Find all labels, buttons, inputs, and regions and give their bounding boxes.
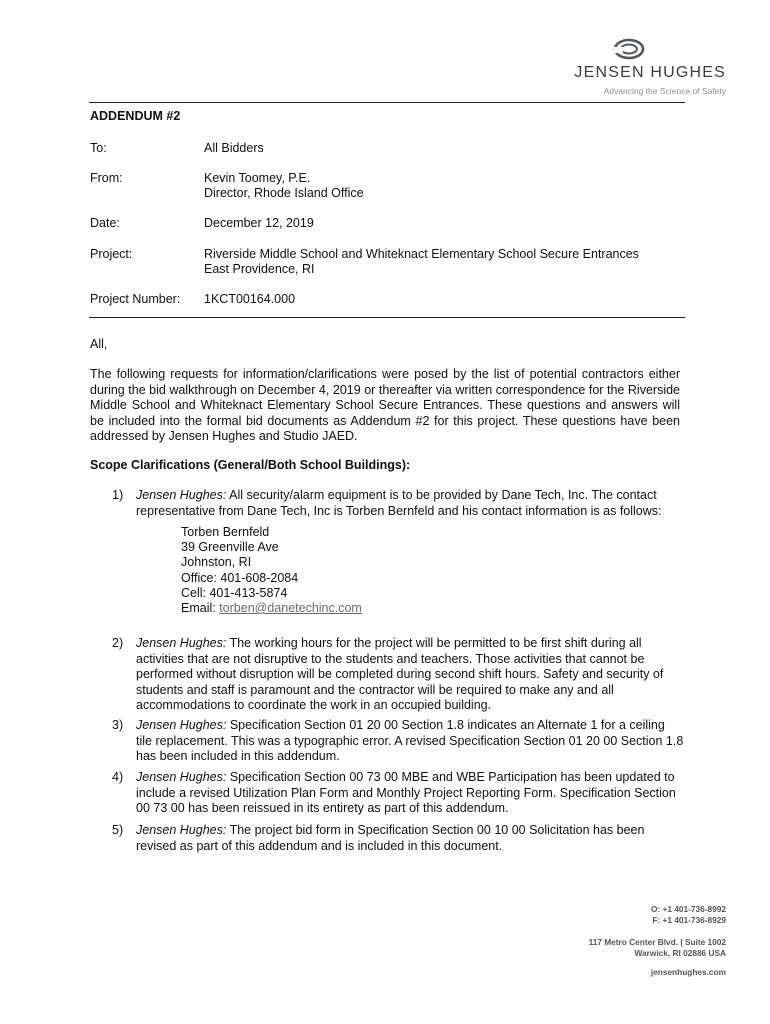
item-author: Jensen Hughes: — [136, 823, 227, 837]
item-number: 5) — [112, 823, 124, 837]
page-title: ADDENDUM #2 — [90, 109, 181, 123]
item-author: Jensen Hughes: — [136, 488, 227, 502]
item-author: Jensen Hughes: — [136, 718, 227, 732]
top-divider — [89, 102, 685, 103]
company-logo — [526, 36, 726, 98]
contact-name: Torben Bernfeld — [181, 525, 270, 539]
item-text: Specification Section 00 73 00 MBE and WBE Participation has been updated to include a revised Utilization Plan Form and Monthly Project Reporting Form. Specification Section 00 73 00 has been reissued in its entirety as part of this addendum. — [136, 770, 676, 816]
logo-tagline: Advancing the Science of Safety — [603, 86, 726, 96]
project-name: Riverside Middle School and Whiteknact Elementary School Secure Entrances — [204, 247, 639, 261]
to-value: All Bidders — [204, 141, 264, 155]
item-number: 1) — [112, 488, 124, 502]
footer-website[interactable]: jensenhughes.com — [650, 967, 726, 977]
header-divider — [89, 317, 685, 318]
contact-office-phone: Office: 401-608-2084 — [181, 570, 299, 585]
item-number: 4) — [112, 770, 124, 784]
footer-address-line-2: Warwick, RI 02886 USA — [634, 948, 726, 958]
item-author: Jensen Hughes: — [136, 770, 227, 784]
date-value: December 12, 2019 — [204, 216, 314, 230]
project-number-value: 1KCT00164.000 — [204, 292, 296, 306]
from-label: From: — [90, 171, 123, 185]
item-number: 3) — [112, 718, 124, 732]
item-text: The working hours for the project will be permitted to be first shift during all activities that are not disruptive to the students and teachers. Those activities that cannot be performed without disruption will be completed during second shift hours. Safety and security of students and staff is paramount and the contractor will be required to make any and all accommodations to coordinate the work in an occupied building. — [136, 636, 664, 713]
contact-email-line — [181, 601, 362, 616]
contact-email-label: Email: — [181, 601, 220, 616]
date-label: Date: — [90, 216, 120, 230]
item-text: Specification Section 01 20 00 Section 1.8 indicates an Alternate 1 for a ceiling tile replacement. This was a typographic error. A revised Specification Section 01 20 00 Section 1.8 has been included in this addendum. — [136, 718, 684, 764]
footer-address-line-1: 117 Metro Center Blvd. | Suite 1002 — [588, 937, 726, 947]
from-title: Director, Rhode Island Office — [204, 186, 364, 200]
item-author: Jensen Hughes: — [136, 636, 227, 650]
project-label: Project: — [90, 247, 133, 261]
item-number: 2) — [112, 636, 124, 650]
footer-fax: F: +1 401-736-8929 — [652, 915, 726, 925]
contact-email-link[interactable]: torben@danetechinc.com — [219, 601, 362, 616]
contact-city: Johnston, RI — [181, 555, 252, 570]
footer-phone-block — [651, 904, 726, 926]
project-number-label: Project Number: — [90, 292, 181, 306]
footer-address-block — [589, 937, 726, 959]
from-name: Kevin Toomey, P.E. — [204, 171, 311, 185]
to-label: To: — [90, 141, 107, 155]
intro-paragraph: The following requests for information/clarifications were posed by the list of potential contractors either during the bid walkthrough on December 4, 2019 or thereafter via written correspondence for the Riverside Middle School and Whiteknact Elementary School Secure Entrances. These questions and answers will be included into the formal bid documents as Addendum #2 for this project. These questions have been addressed by Jensen Hughes and Studio JAED. — [90, 367, 680, 444]
logo-brand-name: JENSEN HUGHES — [574, 64, 726, 81]
contact-street: 39 Greenville Ave — [181, 540, 279, 555]
section-title: Scope Clarifications (General/Both School Buildings): — [90, 458, 411, 472]
logo-swoosh-icon — [612, 36, 646, 62]
item-text: The project bid form in Specification Section 00 10 00 Solicitation has been revised as part of this addendum and is included in this document. — [136, 823, 645, 853]
footer-office-phone: O: +1 401-736-8992 — [651, 904, 726, 914]
project-location: East Providence, RI — [204, 262, 315, 276]
item-text: All security/alarm equipment is to be provided by Dane Tech, Inc. The contact representative from Dane Tech, Inc is Torben Bernfeld and his contact information is as follows: — [136, 488, 662, 518]
salutation: All, — [90, 337, 108, 351]
contact-cell-phone: Cell: 401-413-5874 — [181, 585, 288, 600]
contact-block — [181, 525, 362, 616]
